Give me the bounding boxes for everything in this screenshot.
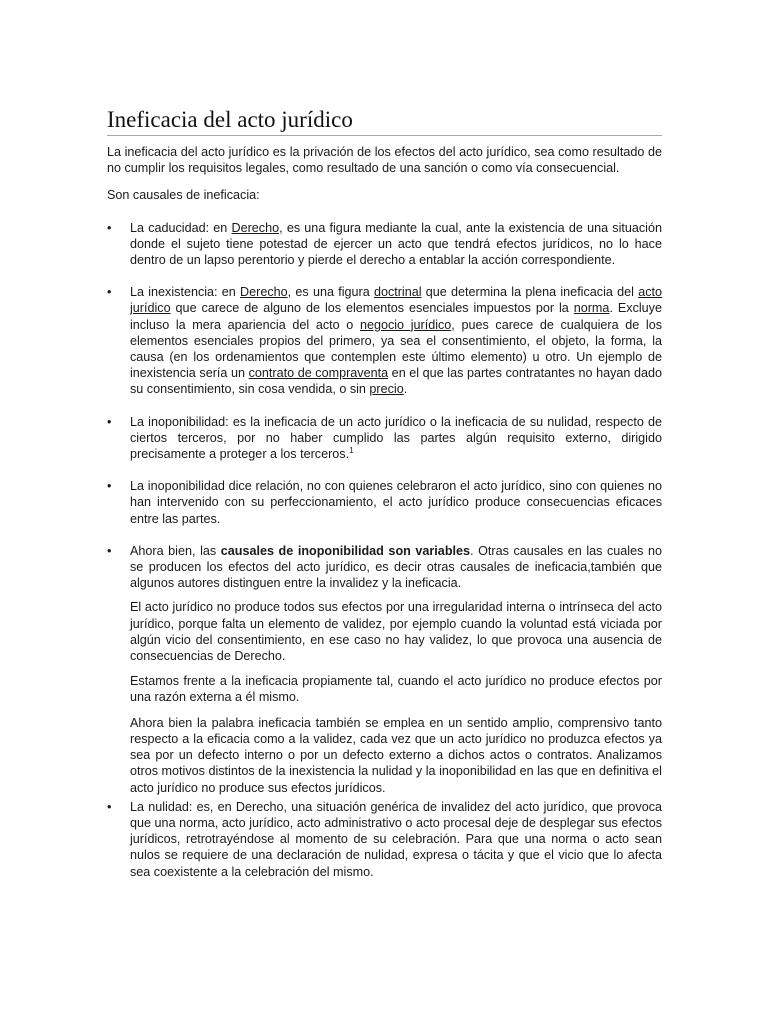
- list-item-inoponibilidad-relacion: [107, 478, 662, 527]
- text: , es una figura: [287, 285, 374, 300]
- bullet: •: [107, 799, 112, 814]
- bullet: •: [107, 479, 112, 494]
- text: La inoponibilidad: es la ineficacia de un acto jurídico o la ineficacia de su nulidad, respecto de ciertos terceros, por no haber cumplido las partes algún requisito externo, dirigido precisamente a proteger a los terceros.: [130, 414, 662, 462]
- link-derecho[interactable]: Derecho: [240, 285, 288, 300]
- text: .: [403, 382, 408, 397]
- link-negocio-juridico[interactable]: negocio jurídico: [359, 317, 452, 332]
- link-contrato-de-compraventa[interactable]: contrato de compraventa: [248, 366, 389, 381]
- document-page: [107, 106, 662, 880]
- text: que determina la plena ineficacia del: [421, 285, 639, 300]
- list-item-ahora-bien: [107, 543, 662, 592]
- list-item-caducidad: [107, 220, 662, 269]
- paragraph-irregularidad: El acto jurídico no produce todos sus efectos por una irregularidad interna o intrínseca del acto jurídico, porque falta un elemento de validez, por ejemplo cuando la voluntad está viciada por algún vicio del consentimiento, en ese caso no hay validez, lo que provoca una ausencia de consecuencias de Derecho.: [130, 600, 662, 664]
- list-item-inexistencia: [107, 284, 662, 397]
- text: La caducidad: en: [130, 220, 232, 235]
- causales-intro: Son causales de ineficacia:: [107, 188, 260, 203]
- bullet: •: [107, 414, 112, 429]
- paragraph-sentido-amplio: Ahora bien la palabra ineficacia también se emplea en un sentido amplio, comprensivo tanto respecto a la eficacia como a la validez, cada vez que un acto jurídico no produzca efectos ya sea por un defecto interno o por un defecto externo a dichos actos o contratos. Analizamos otros motivos distintos de la inexistencia la nulidad y la inoponibilidad en las que en definitiva el acto jurídico no produce sus efectos jurídicos.: [130, 715, 662, 795]
- footnote-reference[interactable]: 1: [349, 445, 354, 455]
- text: . Otras causales en las cuales no se producen los efectos del acto jurídico, es decir otras causales de ineficacia,también que algunos autores distinguen entre la invalidez y la ineficacia.: [130, 543, 662, 591]
- bullet: •: [107, 543, 112, 558]
- link-doctrinal[interactable]: doctrinal: [373, 285, 422, 300]
- text: . Excluye incluso la mera apariencia del acto o: [130, 301, 662, 332]
- nulidad-list: [107, 799, 662, 880]
- text: La inoponibilidad dice relación, no con quienes celebraron el acto jurídico, sino con quienes no han intervenido con su perfeccionamiento, el acto jurídico produce consecuencias eficaces entre las partes.: [130, 479, 662, 526]
- text: Ahora bien, las: [130, 543, 221, 558]
- text: La nulidad: es, en Derecho, una situación genérica de invalidez del acto jurídico, que provoca que una norma, acto jurídico, acto administrativo o acto procesal deje de desplegar sus efectos jurídicos, retrotrayéndose al momento de su celebración. Para que una norma o acto sean nulos se requiere de una declaración de nulidad, expresa o tácita y que el vicio que lo afecta sea coexistente a la celebración del mismo.: [130, 799, 662, 879]
- link-derecho[interactable]: Derecho: [231, 220, 280, 235]
- link-norma[interactable]: norma: [573, 301, 610, 316]
- link-precio[interactable]: precio: [369, 382, 404, 397]
- bold-text: causales de inoponibilidad son variables: [220, 543, 471, 558]
- text: , es una figura mediante la cual, ante la existencia de una situación donde el sujeto tiene potestad de ejercer un acto que tendrá efectos jurídicos, no lo hace dentro de un lapso perentorio y pierde el derecho a entablar la acción correspondiente.: [130, 220, 662, 268]
- text: , pues carece de cualquiera de los elementos esenciales propios del primero, ya sea el consentimiento, el objeto, la forma, la causa (en los ordenamientos que contemplen este último elemento) u otro. Un ejemplo de inexistencia sería un: [130, 317, 662, 381]
- list-item-inoponibilidad: [107, 414, 662, 463]
- document-title: Ineficacia del acto jurídico: [107, 106, 662, 136]
- text: La inexistencia: en: [130, 285, 241, 300]
- list-item-nulidad: [107, 799, 662, 880]
- text: en el que las partes contratantes no hayan dado su consentimiento, sin cosa vendida, o sin: [130, 366, 662, 397]
- link-acto-juridico[interactable]: acto jurídico: [130, 285, 662, 316]
- causales-list: [107, 220, 662, 592]
- paragraph-ineficacia-propiamente: Estamos frente a la ineficacia propiamente tal, cuando el acto jurídico no produce efectos por una razón externa a él mismo.: [130, 674, 662, 705]
- bullet: •: [107, 285, 112, 300]
- bullet: •: [107, 220, 112, 235]
- intro-paragraph: La ineficacia del acto jurídico es la privación de los efectos del acto jurídico, sea como resultado de no cumplir los requisitos legales, como resultado de una sanción o como vía consecuencial.: [107, 145, 662, 176]
- text: que carece de alguno de los elementos esenciales impuestos por la: [170, 301, 574, 316]
